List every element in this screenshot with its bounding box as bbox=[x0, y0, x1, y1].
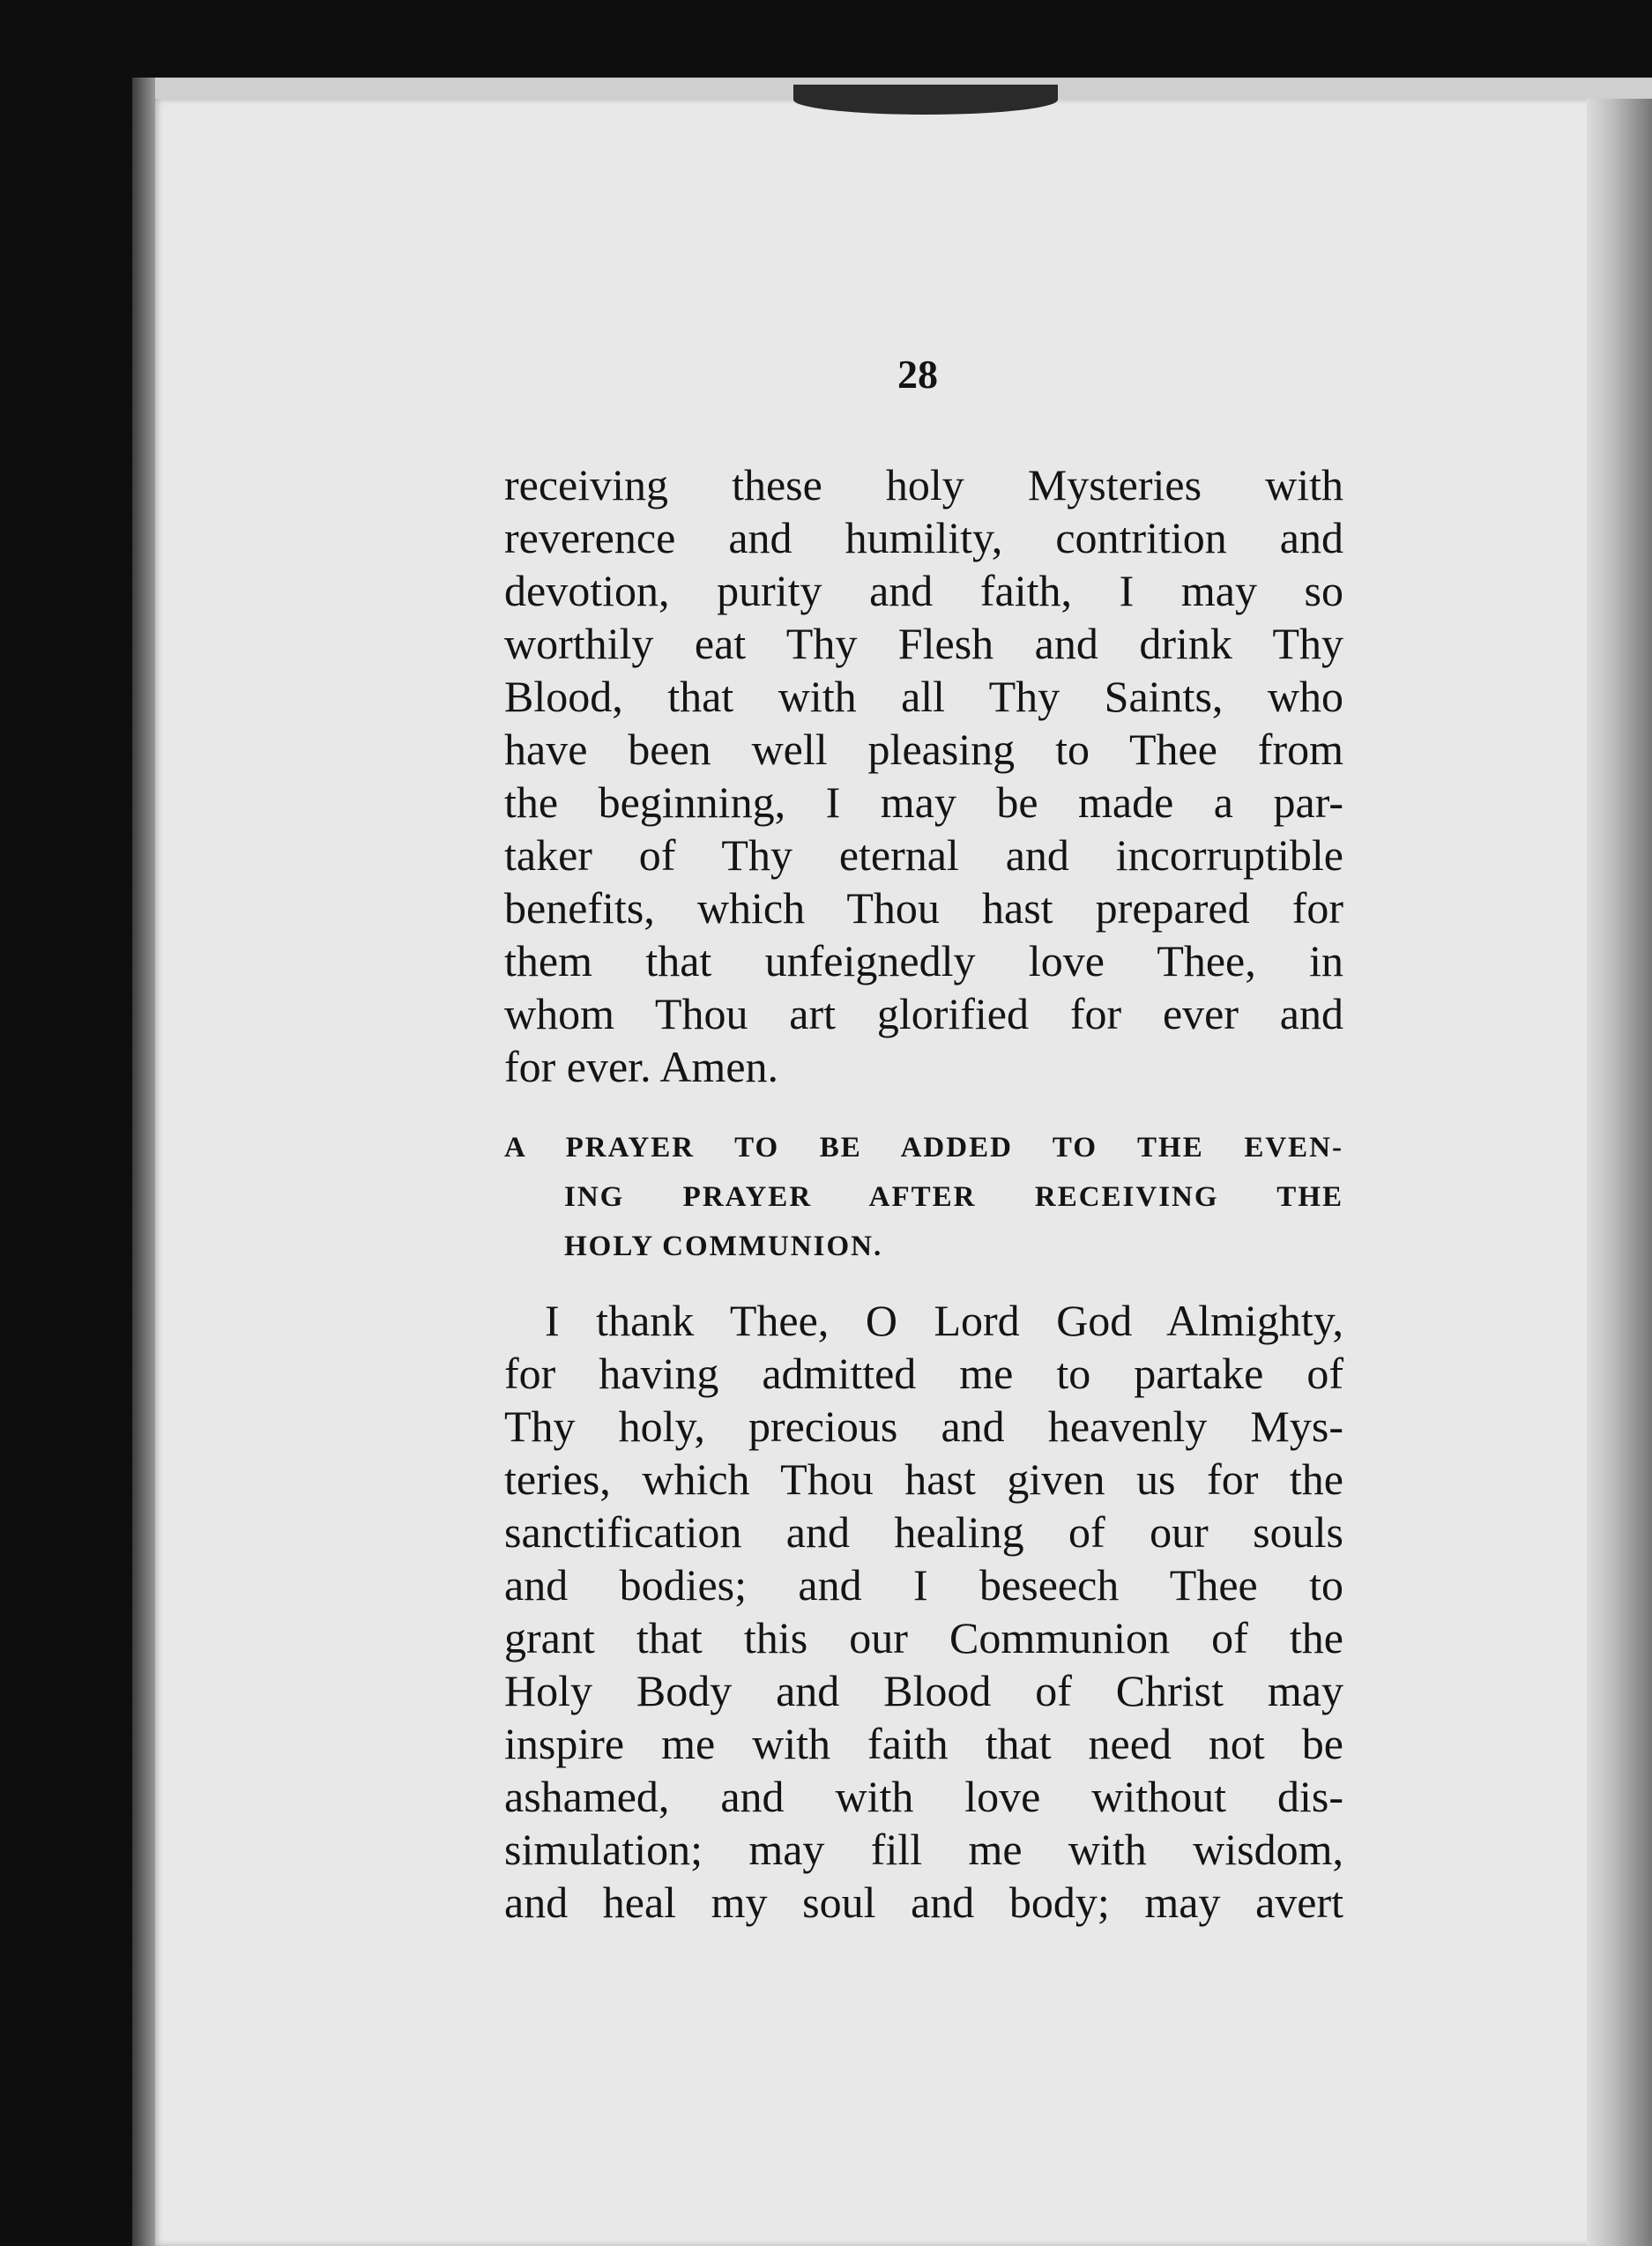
heading-line: ING PRAYER AFTER RECEIVING THE bbox=[564, 1181, 1343, 1213]
text-line: have been well pleasing to Thee from bbox=[504, 725, 1343, 774]
text-line: simulation; may fill me with wisdom, bbox=[504, 1825, 1343, 1874]
text-line: the beginning, I may be made a par- bbox=[504, 777, 1343, 827]
text-line: Thy holy, precious and heavenly Mys- bbox=[504, 1402, 1343, 1451]
text-line: them that unfeignedly love Thee, in bbox=[504, 936, 1343, 985]
text-line: ashamed, and with love without dis- bbox=[504, 1772, 1343, 1821]
text-line: I thank Thee, O Lord God Almighty, bbox=[545, 1296, 1343, 1345]
text-line: for ever. Amen. bbox=[504, 1042, 779, 1091]
text-line: and heal my soul and body; may avert bbox=[504, 1878, 1343, 1927]
page-top-tear bbox=[793, 85, 1058, 115]
text-line: Holy Body and Blood of Christ may bbox=[504, 1666, 1343, 1715]
text-line: Blood, that with all Thy Saints, who bbox=[504, 672, 1343, 721]
text-line: receiving these holy Mysteries with bbox=[504, 460, 1343, 509]
heading-line: A PRAYER TO BE ADDED TO THE EVEN- bbox=[504, 1132, 1343, 1164]
text-line: reverence and humility, contrition and bbox=[504, 513, 1343, 562]
text-line: devotion, purity and faith, I may so bbox=[504, 566, 1343, 615]
text-line: whom Thou art glorified for ever and bbox=[504, 989, 1343, 1038]
heading-line: HOLY COMMUNION. bbox=[564, 1231, 883, 1262]
page-number: 28 bbox=[897, 352, 938, 397]
text-line: grant that this our Communion of the bbox=[504, 1613, 1343, 1662]
text-line: inspire me with faith that need not be bbox=[504, 1719, 1343, 1768]
text-line: taker of Thy eternal and incorruptible bbox=[504, 830, 1343, 880]
text-line: worthily eat Thy Flesh and drink Thy bbox=[504, 619, 1343, 668]
page-edge bbox=[1587, 99, 1652, 2246]
page-gutter-shadow bbox=[132, 78, 155, 2246]
text-line: for having admitted me to partake of bbox=[504, 1349, 1343, 1398]
text-line: and bodies; and I beseech Thee to bbox=[504, 1560, 1343, 1610]
text-line: sanctification and healing of our souls bbox=[504, 1507, 1343, 1557]
text-line: teries, which Thou hast given us for the bbox=[504, 1454, 1343, 1504]
text-line: benefits, which Thou hast prepared for bbox=[504, 883, 1343, 933]
